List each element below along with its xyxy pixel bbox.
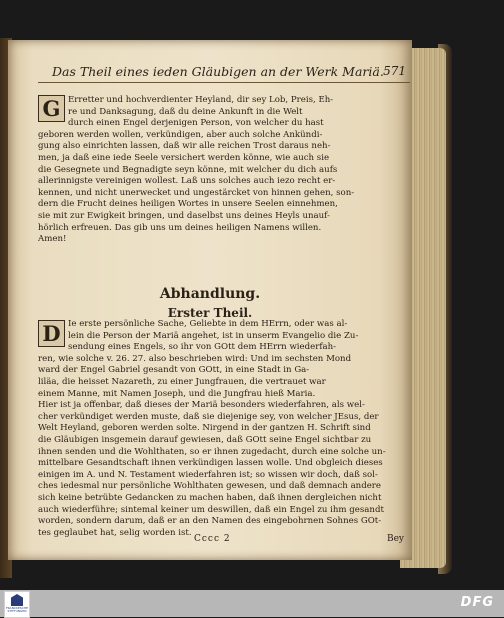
text-line: mittelbare Gesandtschaft ihnen verkündigen lassen wolle. Und obgleich dieses <box>38 458 383 469</box>
text-line: ches iedesmal nur persönliche Wohlthaten gewesen, und daß demnach andere <box>38 481 382 492</box>
text-line: re und Danksagung, daß du deine Ankunft in die Welt <box>68 106 303 117</box>
text-line: Hier ist ja offenbar, daß dieses der Mariä besonders wiederfahren, als wel- <box>38 400 365 411</box>
dropcap-initial-2: D <box>38 320 65 347</box>
text-line: lein die Person der Mariä angehet, ist in unserm Evangelio die Zu- <box>68 330 359 341</box>
section-subheading: Erster Theil. <box>167 306 253 320</box>
signature-mark: Cccc 2 <box>194 534 231 544</box>
dropcap-initial-1: G <box>38 95 65 122</box>
text-line: allerinnigste vereinigen wollest. Laß uns solches auch iezo recht er- <box>38 176 336 187</box>
text-line: einigen im A. und N. Testament wiederfahren ist; so wissen wir doch, daß sol- <box>38 469 378 480</box>
text-line: ren, wie solche v. 26. 27. also beschrieben wird: Und im sechsten Mond <box>38 353 352 364</box>
opening-prayer-paragraph <box>38 95 410 246</box>
text-line: sie mit zur Ewigkeit bringen, und daselbst uns deines Heyls unauf- <box>38 210 330 221</box>
text-line: dern die Frucht deines heiligen Wortes in unsere Seelen einnehmen, <box>38 199 338 210</box>
text-line: hörlich erfreuen. Das gib uns um deines heiligen Namens willen. <box>38 222 322 233</box>
running-title: Das Theil eines ieden Gläubigen an der Werk Mariä. <box>52 64 384 79</box>
text-line: liläa, die heisset Nazareth, zu einer Jungfrauen, die vertrauet war <box>38 376 326 387</box>
text-line: auch wiederführe; sintemal keiner um deswillen, daß ein Engel zu ihm gesandt <box>38 504 384 515</box>
text-line: Ie erste persönliche Sache, Geliebte in dem HErrn, oder was al- <box>68 319 348 329</box>
text-line: men, ja daß eine iede Seele versichert werden könne, wie auch sie <box>38 152 330 163</box>
building-icon <box>11 594 23 606</box>
text-line: Erretter und hochverdienter Heyland, dir sey Lob, Preis, Eh- <box>68 95 334 105</box>
running-head <box>38 62 410 83</box>
page-number: 571 <box>383 64 406 78</box>
book-page <box>8 40 412 560</box>
text-line: sich keine betrübte Gedancken zu machen haben, daß ihnen dergleichen nicht <box>38 492 382 503</box>
text-line: geboren werden wollen, verkündigen, aber auch solche Ankündi- <box>38 129 323 140</box>
text-line: durch einen Engel derjenigen Person, von welcher du hast <box>68 118 324 129</box>
text-line: die Gläubigen insgemein darauf gewiesen, daß GOtt seine Engel sichtbar zu <box>38 434 372 445</box>
text-line: einem Manne, mit Namen Joseph, und die Jungfrau hieß Maria. <box>38 388 316 399</box>
text-line: sendung eines Engels, so ihr von GOtt dem HErrn wiederfah- <box>68 342 337 353</box>
text-line: ihnen senden und die Wohlthaten, so er ihnen zugedacht, durch eine solche un- <box>38 446 386 457</box>
text-line: worden, sondern darum, daß er an den Namen des eingebohrnen Sohnes GOt- <box>38 516 382 527</box>
text-line: Welt Heyland, geboren werden solte. Nirgend in der gantzen H. Schrift sind <box>38 423 371 434</box>
text-line: Amen! <box>38 234 67 245</box>
text-line: cher verkündiget werden muste, daß sie diejenige sey, von welcher JEsus, der <box>38 411 379 422</box>
text-line: gung also einrichten lassen, daß wir alle reichen Trost daraus neh- <box>38 141 331 152</box>
logo-text: FRANCKESCHE STIFTUNGEN <box>5 606 29 613</box>
section-heading: Abhandlung. <box>159 286 261 302</box>
first-part-paragraph <box>38 319 410 539</box>
viewer-footer <box>0 590 504 617</box>
franckesche-stiftungen-logo[interactable] <box>4 591 30 618</box>
dfg-logo[interactable]: DFG <box>460 595 494 610</box>
catchword: Bey <box>386 534 404 544</box>
text-line: ward der Engel Gabriel gesandt von GOtt, in eine Stadt in Ga- <box>38 365 310 376</box>
text-line: die Gesegnete und Begnadigte seyn könne, mit welcher du dich aufs <box>38 164 338 175</box>
text-line: tes geglaubet hat, selig worden ist. <box>38 527 192 538</box>
text-line: kennen, und nicht unerwecket und ungestärcket von hinnen gehen, son- <box>38 187 355 198</box>
